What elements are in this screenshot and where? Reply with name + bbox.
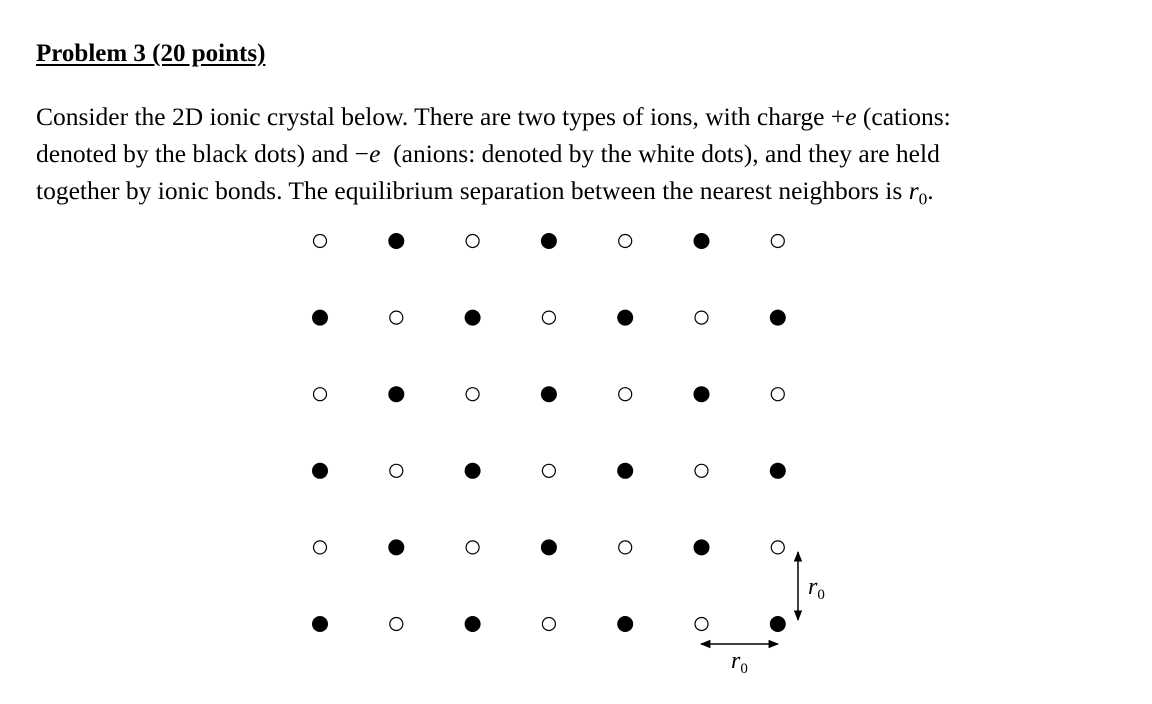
anion-dot [314,388,327,401]
cation-dot [770,616,786,632]
cation-dot [312,463,328,479]
anion-dot [390,311,403,324]
cation-dot [617,616,633,632]
cation-dot [770,310,786,326]
anion-dot [390,618,403,631]
anion-dot [314,541,327,554]
anion-dot [695,618,708,631]
cation-dot [541,539,557,555]
anion-dot [542,618,555,631]
statement-line-1: Consider the 2D ionic crystal below. There are two types of ions, with charge +e (cations: [36,102,951,131]
anion-dot [466,541,479,554]
cation-dot [388,386,404,402]
anion-dot [619,388,632,401]
cation-dot [541,233,557,249]
anion-dot [390,464,403,477]
horizontal-r0-label: $r_0$ [731,648,748,677]
anion-dot [771,388,784,401]
ion-lattice [312,233,786,632]
anion-dot [695,464,708,477]
cation-dot [312,616,328,632]
cation-dot [465,616,481,632]
cation-dot [465,463,481,479]
problem-title: Problem 3 (20 points) [36,40,266,67]
anion-dot [771,541,784,554]
cation-dot [617,310,633,326]
cation-dot [388,233,404,249]
cation-dot [312,310,328,326]
cation-dot [694,539,710,555]
anion-dot [314,235,327,248]
cation-dot [694,386,710,402]
cation-dot [465,310,481,326]
cation-dot [770,463,786,479]
statement-line-2: denoted by the black dots) and −e (anions: denoted by the white dots), and they are held [36,139,940,168]
anion-dot [695,311,708,324]
anion-dot [771,235,784,248]
anion-dot [542,464,555,477]
cation-dot [694,233,710,249]
vertical-r0-label: $r_0$ [808,574,825,603]
anion-dot [466,235,479,248]
anion-dot [542,311,555,324]
cation-dot [541,386,557,402]
anion-dot [619,541,632,554]
cation-dot [617,463,633,479]
anion-dot [466,388,479,401]
statement-line-3: together by ionic bonds. The equilibrium separation between the nearest neighbors is $r_0$. [36,176,934,209]
anion-dot [619,235,632,248]
cation-dot [388,539,404,555]
